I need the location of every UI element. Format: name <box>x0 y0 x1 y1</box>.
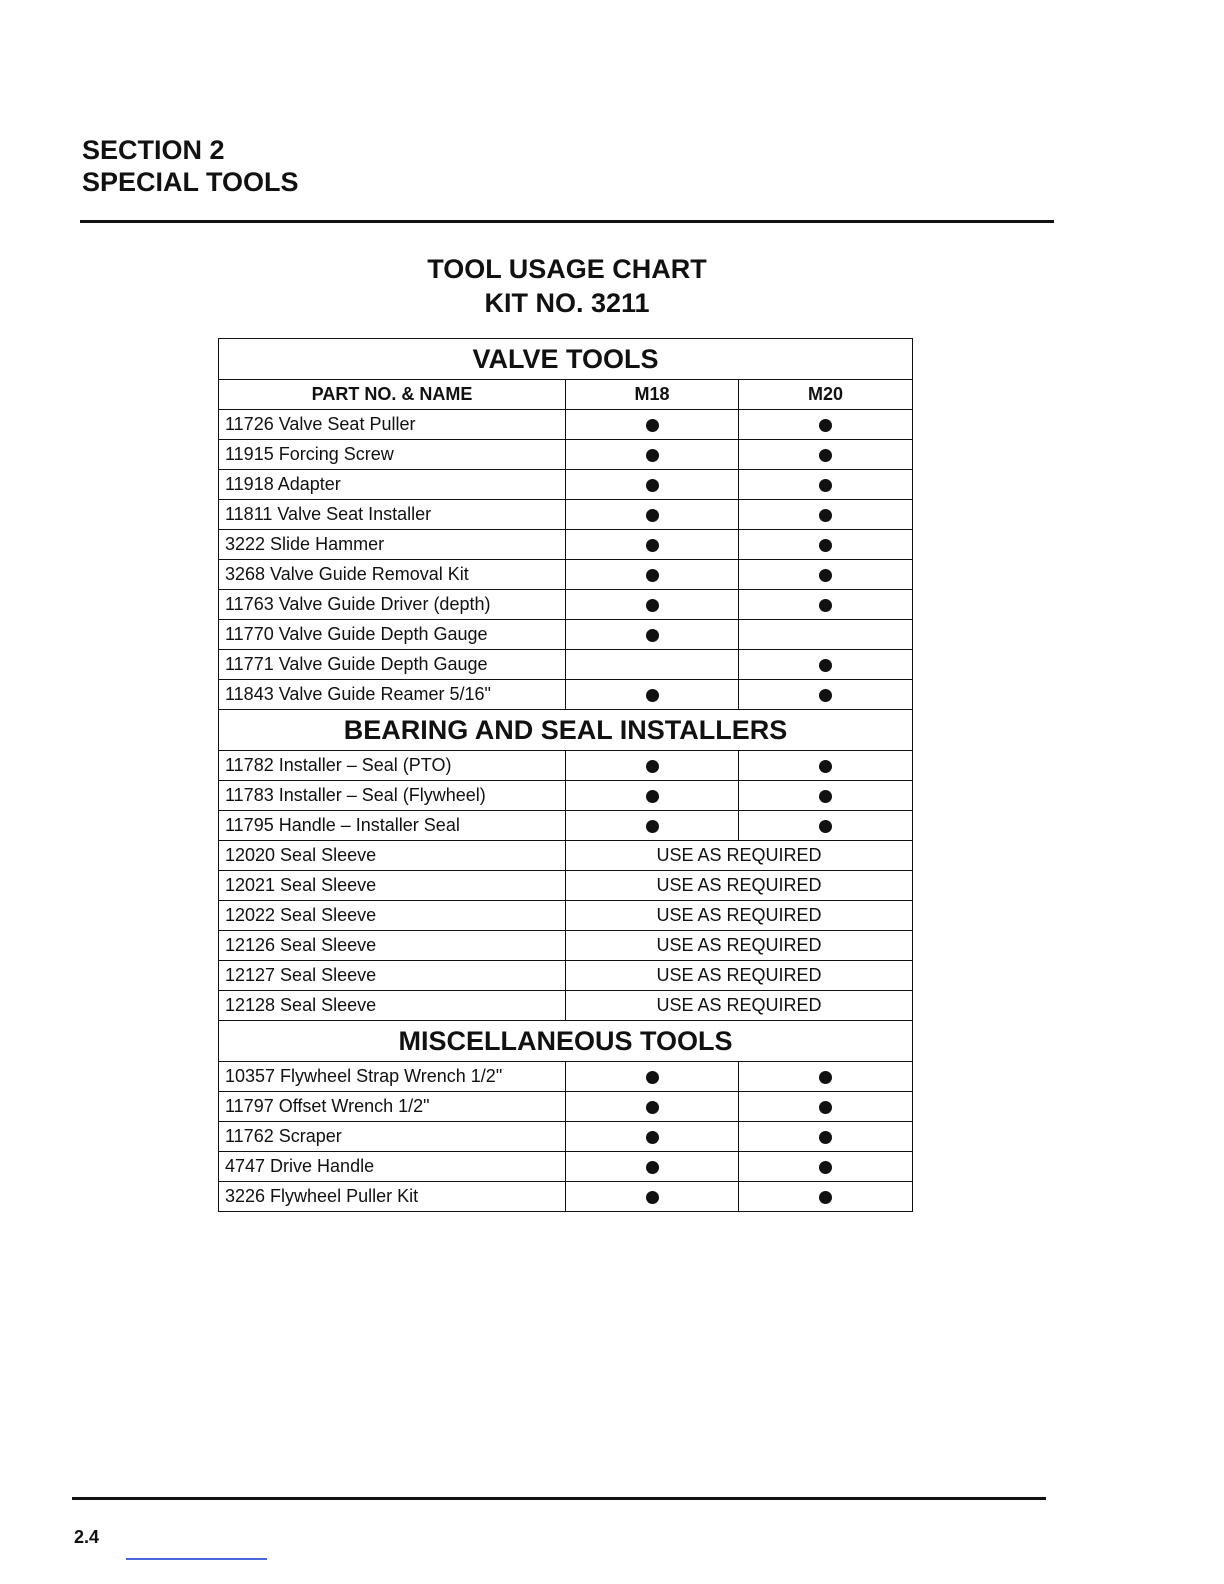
part-name: 4747 Drive Handle <box>219 1152 566 1182</box>
m18-cell <box>566 500 739 530</box>
part-name: 11811 Valve Seat Installer <box>219 500 566 530</box>
column-header: PART NO. & NAME <box>219 380 566 410</box>
part-name: 12128 Seal Sleeve <box>219 991 566 1021</box>
tool-usage-table <box>218 338 913 1212</box>
part-name: 3268 Valve Guide Removal Kit <box>219 560 566 590</box>
bullet-icon <box>819 790 832 803</box>
section-heading <box>82 134 299 198</box>
table-row <box>219 991 913 1021</box>
usage-note: USE AS REQUIRED <box>566 871 913 901</box>
table-row <box>219 680 913 710</box>
m18-cell <box>566 650 739 680</box>
table-row <box>219 841 913 871</box>
usage-note: USE AS REQUIRED <box>566 991 913 1021</box>
m20-cell <box>739 1092 913 1122</box>
table-row <box>219 440 913 470</box>
table-row <box>219 1062 913 1092</box>
bullet-icon <box>819 1101 832 1114</box>
m20-cell <box>739 410 913 440</box>
table-row <box>219 590 913 620</box>
bullet-icon <box>646 449 659 462</box>
m18-cell <box>566 1062 739 1092</box>
m20-cell <box>739 781 913 811</box>
m20-cell <box>739 560 913 590</box>
bullet-icon <box>819 449 832 462</box>
section-number: SECTION 2 <box>82 135 225 165</box>
part-name: 12127 Seal Sleeve <box>219 961 566 991</box>
chart-heading <box>360 252 774 320</box>
table-row <box>219 560 913 590</box>
m20-cell <box>739 500 913 530</box>
column-header-row <box>219 380 913 410</box>
m18-cell <box>566 781 739 811</box>
table-row <box>219 961 913 991</box>
bullet-icon <box>646 629 659 642</box>
margin-mark <box>126 1558 267 1560</box>
table-row <box>219 871 913 901</box>
part-name: 11797 Offset Wrench 1/2" <box>219 1092 566 1122</box>
table-row <box>219 620 913 650</box>
page-number: 2.4 <box>74 1527 100 1547</box>
m18-cell <box>566 1122 739 1152</box>
m18-cell <box>566 440 739 470</box>
group-title: VALVE TOOLS <box>219 339 913 380</box>
bullet-icon <box>646 1071 659 1084</box>
m20-cell <box>739 620 913 650</box>
part-name: 11795 Handle – Installer Seal <box>219 811 566 841</box>
part-name: 11763 Valve Guide Driver (depth) <box>219 590 566 620</box>
part-name: 11726 Valve Seat Puller <box>219 410 566 440</box>
m18-cell <box>566 811 739 841</box>
m20-cell <box>739 1062 913 1092</box>
bullet-icon <box>819 509 832 522</box>
bullet-icon <box>819 599 832 612</box>
usage-note: USE AS REQUIRED <box>566 931 913 961</box>
m20-cell <box>739 680 913 710</box>
bullet-icon <box>646 790 659 803</box>
bullet-icon <box>819 820 832 833</box>
part-name: 11918 Adapter <box>219 470 566 500</box>
m20-cell <box>739 1122 913 1152</box>
group-title: MISCELLANEOUS TOOLS <box>219 1021 913 1062</box>
part-name: 11782 Installer – Seal (PTO) <box>219 751 566 781</box>
bullet-icon <box>646 1101 659 1114</box>
section-title: SPECIAL TOOLS <box>82 167 299 197</box>
table-row <box>219 811 913 841</box>
table-row <box>219 781 913 811</box>
group-title: BEARING AND SEAL INSTALLERS <box>219 710 913 751</box>
bullet-icon <box>819 1131 832 1144</box>
group-header-row <box>219 339 913 380</box>
part-name: 11762 Scraper <box>219 1122 566 1152</box>
m18-cell <box>566 560 739 590</box>
bullet-icon <box>819 479 832 492</box>
bullet-icon <box>819 1191 832 1204</box>
m18-cell <box>566 1182 739 1212</box>
bullet-icon <box>646 539 659 552</box>
bullet-icon <box>646 760 659 773</box>
chart-title: TOOL USAGE CHART <box>427 254 707 284</box>
bullet-icon <box>646 419 659 432</box>
part-name: 11783 Installer – Seal (Flywheel) <box>219 781 566 811</box>
bullet-icon <box>819 419 832 432</box>
m20-cell <box>739 1152 913 1182</box>
table-row <box>219 470 913 500</box>
table-row <box>219 530 913 560</box>
m18-cell <box>566 590 739 620</box>
table-row <box>219 1152 913 1182</box>
part-name: 11771 Valve Guide Depth Gauge <box>219 650 566 680</box>
m18-cell <box>566 1092 739 1122</box>
table-row <box>219 1182 913 1212</box>
group-header-row <box>219 710 913 751</box>
bullet-icon <box>646 569 659 582</box>
bullet-icon <box>646 509 659 522</box>
m18-cell <box>566 620 739 650</box>
top-rule <box>80 220 1054 223</box>
bullet-icon <box>819 1161 832 1174</box>
table-row <box>219 410 913 440</box>
m18-cell <box>566 530 739 560</box>
m18-cell <box>566 680 739 710</box>
part-name: 10357 Flywheel Strap Wrench 1/2" <box>219 1062 566 1092</box>
part-name: 12126 Seal Sleeve <box>219 931 566 961</box>
table-row <box>219 901 913 931</box>
bullet-icon <box>646 1131 659 1144</box>
usage-note: USE AS REQUIRED <box>566 901 913 931</box>
part-name: 11843 Valve Guide Reamer 5/16" <box>219 680 566 710</box>
group-header-row <box>219 1021 913 1062</box>
m18-cell <box>566 470 739 500</box>
kit-number: KIT NO. 3211 <box>484 288 650 318</box>
bullet-icon <box>646 820 659 833</box>
usage-note: USE AS REQUIRED <box>566 961 913 991</box>
m20-cell <box>739 470 913 500</box>
bullet-icon <box>646 1191 659 1204</box>
bullet-icon <box>819 539 832 552</box>
bullet-icon <box>819 1071 832 1084</box>
table-row <box>219 1122 913 1152</box>
column-header: M18 <box>566 380 739 410</box>
m18-cell <box>566 1152 739 1182</box>
bullet-icon <box>646 599 659 612</box>
part-name: 12022 Seal Sleeve <box>219 901 566 931</box>
bullet-icon <box>819 659 832 672</box>
part-name: 12020 Seal Sleeve <box>219 841 566 871</box>
m18-cell <box>566 410 739 440</box>
m20-cell <box>739 751 913 781</box>
bottom-rule <box>72 1497 1046 1500</box>
table-row <box>219 650 913 680</box>
m20-cell <box>739 530 913 560</box>
bullet-icon <box>646 479 659 492</box>
m20-cell <box>739 1182 913 1212</box>
table-row <box>219 931 913 961</box>
m20-cell <box>739 440 913 470</box>
m18-cell <box>566 751 739 781</box>
bullet-icon <box>646 689 659 702</box>
m20-cell <box>739 650 913 680</box>
bullet-icon <box>819 760 832 773</box>
bullet-icon <box>819 569 832 582</box>
m20-cell <box>739 811 913 841</box>
column-header: M20 <box>739 380 913 410</box>
part-name: 3226 Flywheel Puller Kit <box>219 1182 566 1212</box>
part-name: 11770 Valve Guide Depth Gauge <box>219 620 566 650</box>
bullet-icon <box>646 1161 659 1174</box>
table-row <box>219 500 913 530</box>
part-name: 3222 Slide Hammer <box>219 530 566 560</box>
part-name: 12021 Seal Sleeve <box>219 871 566 901</box>
m20-cell <box>739 590 913 620</box>
bullet-icon <box>819 689 832 702</box>
table-row <box>219 751 913 781</box>
part-name: 11915 Forcing Screw <box>219 440 566 470</box>
usage-note: USE AS REQUIRED <box>566 841 913 871</box>
table-row <box>219 1092 913 1122</box>
